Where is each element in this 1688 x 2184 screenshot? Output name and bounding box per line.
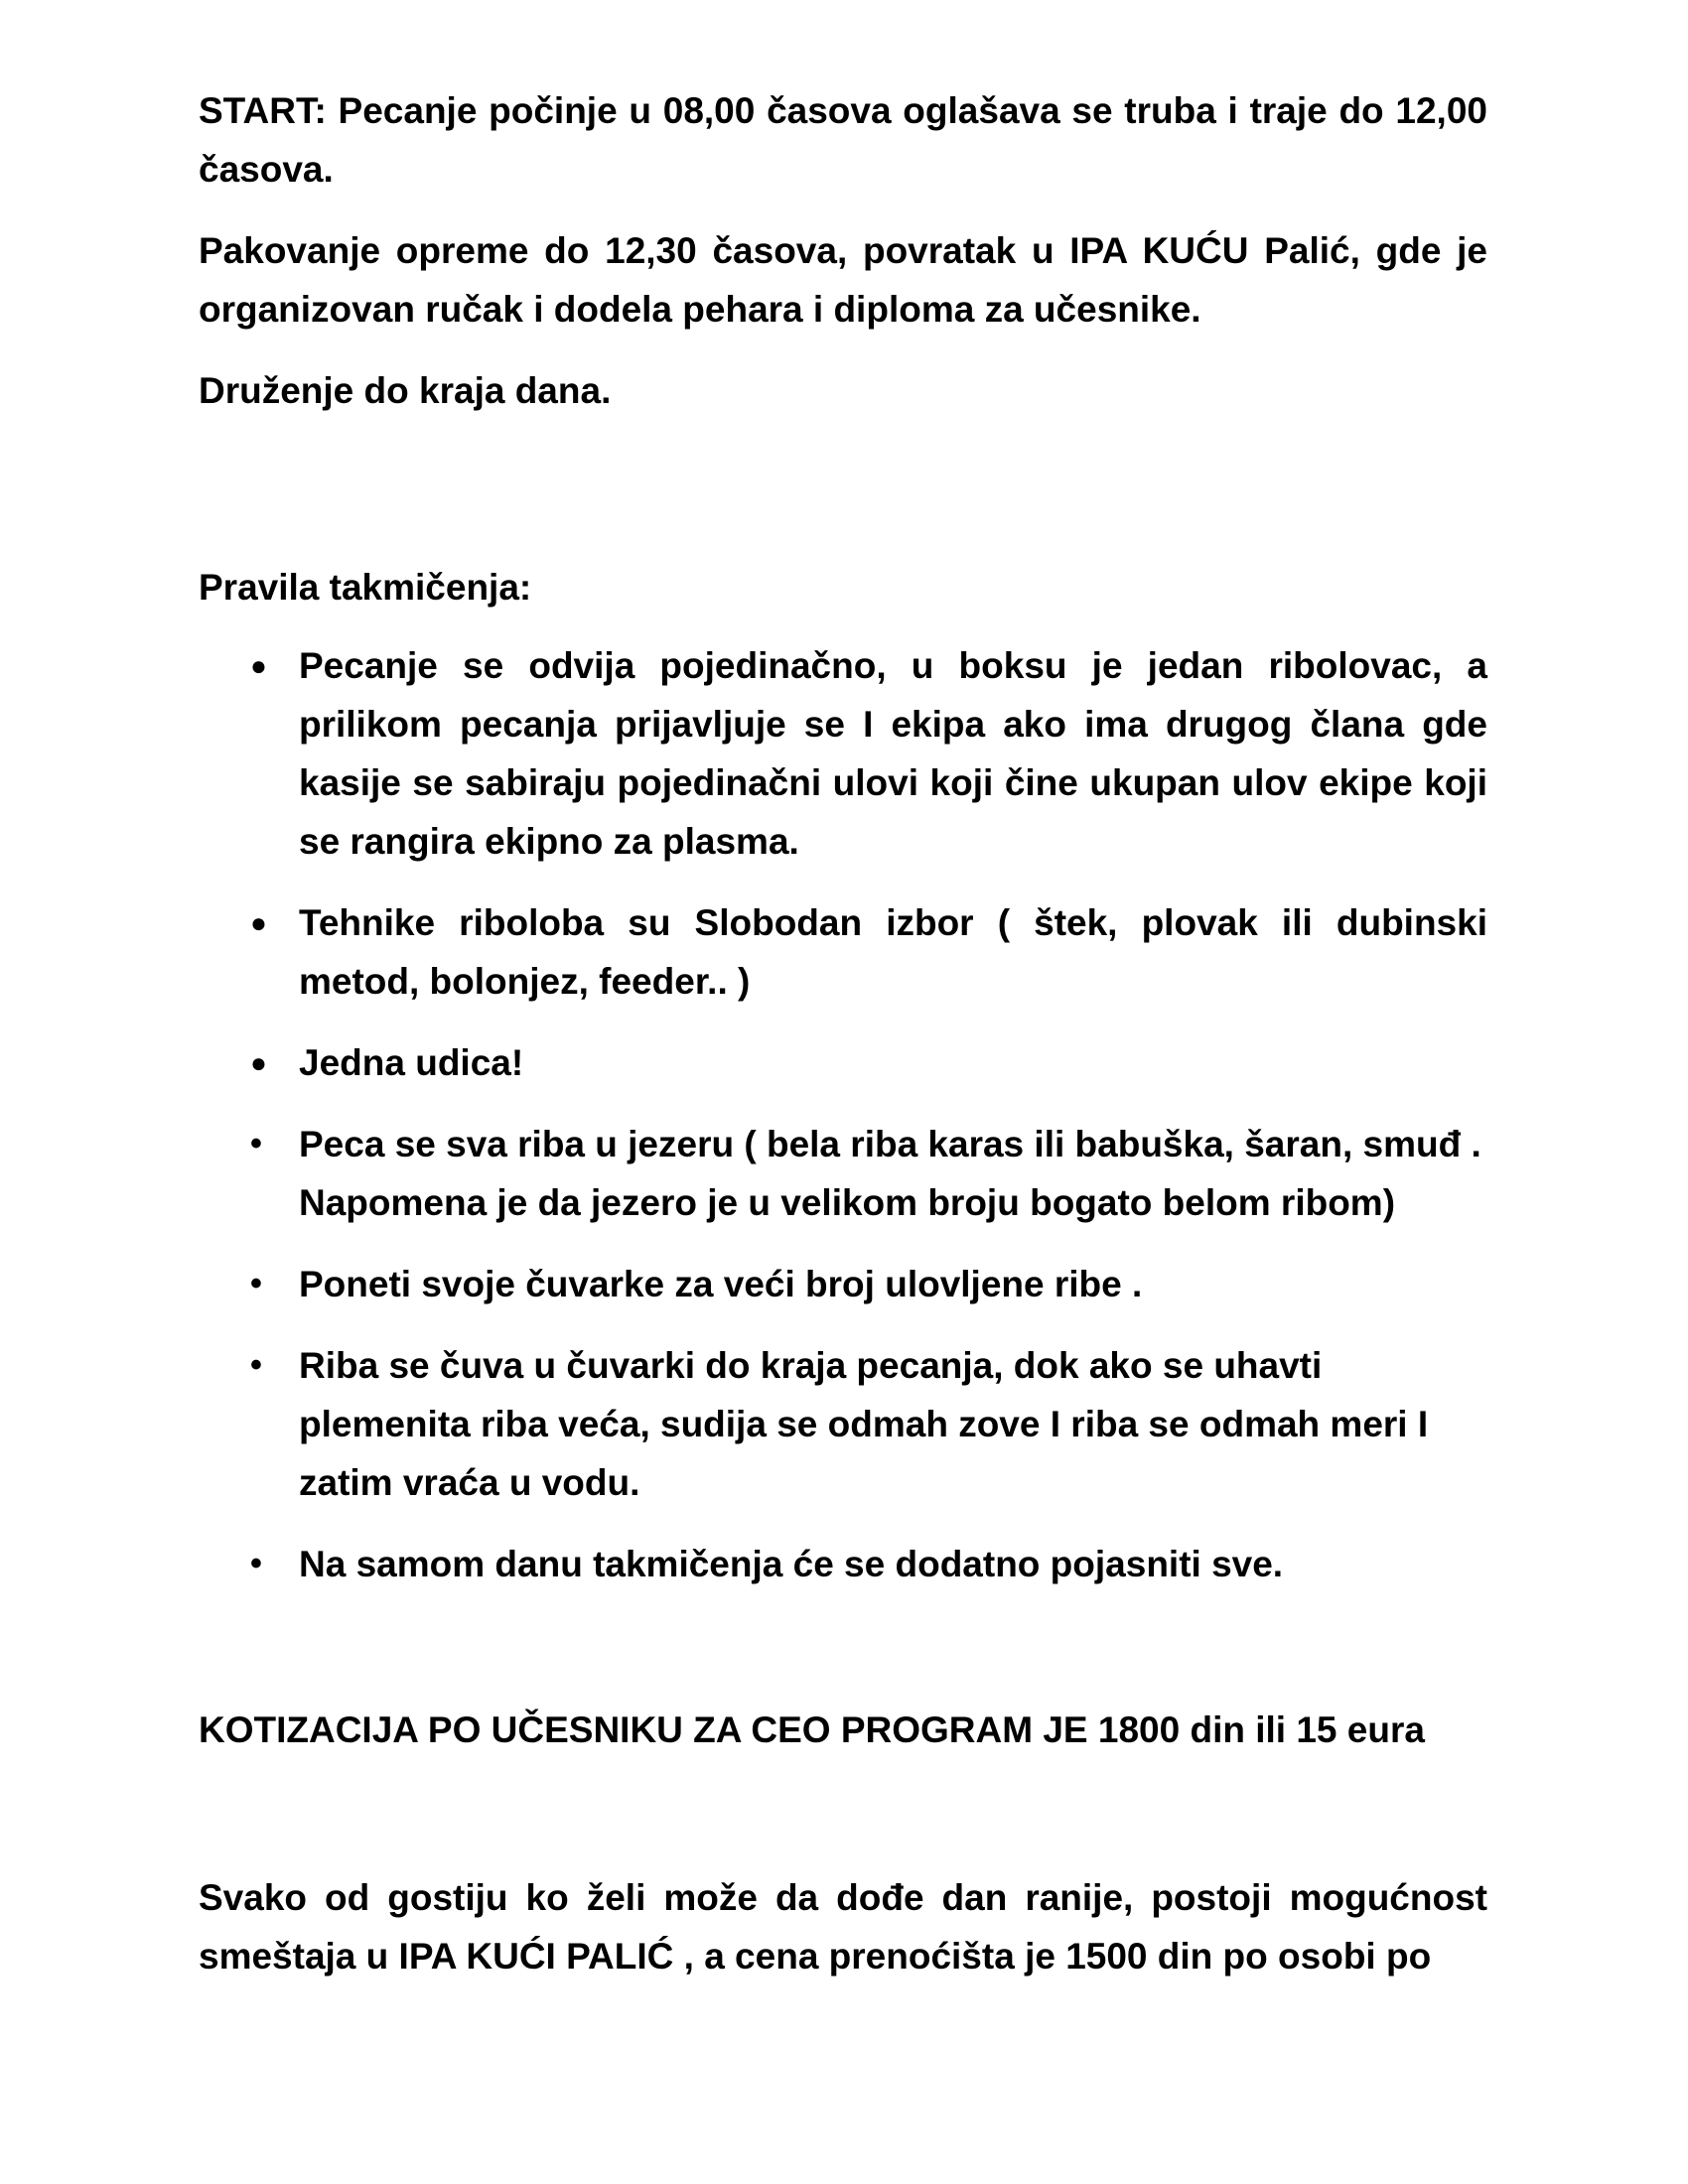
bullet-icon: ● (250, 907, 267, 938)
fee-line: KOTIZACIJA PO UČESNIKU ZA CEO PROGRAM JE 1800 din ili 15 eura (199, 1709, 1425, 1750)
rule-text: Pecanje se odvija pojedinačno, u boksu je jedan ribolovac, a prilikom pecanja prijavljuje se I ekipa ako ima drugog člana gde kasije se sabiraju pojedinačni ulovi koji čine ukupan ulov ekipe koji se rangira ekipno za plasma. (299, 645, 1487, 862)
rule-text: Na samom danu takmičenja će se dodatno pojasniti sve. (299, 1544, 1284, 1584)
bullet-icon: ● (250, 650, 267, 681)
rule-item (199, 1033, 1487, 1092)
rules-heading: Pravila takmičenja: (199, 567, 532, 608)
social-paragraph: Druženje do kraja dana. (199, 370, 612, 411)
rule-item (199, 636, 1487, 871)
rule-item (199, 1115, 1487, 1232)
start-paragraph: START: Pecanje počinje u 08,00 časova oglašava se truba i traje do 12,00 časova. (199, 90, 1487, 190)
bullet-icon: • (250, 1346, 262, 1384)
accommodation-paragraph: Svako od gostiju ko želi može da dođe dan ranije, postoji mogućnost smeštaja u IPA KUĆI PALIĆ , a cena prenoćišta je 1500 din po osobi po (199, 1877, 1487, 1977)
rule-item (199, 1255, 1487, 1313)
rule-item (199, 893, 1487, 1011)
bullet-icon: • (250, 1265, 262, 1302)
rule-text: Riba se čuva u čuvarki do kraja pecanja, dok ako se uhavti plemenita riba veća, sudija se odmah zove I riba se odmah meri I zatim vraća u vodu. (299, 1345, 1429, 1503)
rule-text: Jedna udica! (299, 1042, 524, 1083)
bullet-icon: • (250, 1545, 262, 1582)
rule-text: Peca se sva riba u jezeru ( bela riba karas ili babuška, šaran, smuđ . Napomena je da jezero je u velikom broju bogato belom ribom) (299, 1124, 1481, 1223)
rule-item (199, 1336, 1487, 1512)
rule-text: Poneti svoje čuvarke za veći broj ulovljene ribe . (299, 1264, 1143, 1304)
bullet-icon: • (250, 1125, 262, 1162)
rule-text: Tehnike riboloba su Slobodan izbor ( štek, plovak ili dubinski metod, bolonjez, feeder.. ) (299, 902, 1487, 1002)
document-page (199, 81, 1487, 1985)
rule-item (199, 1535, 1487, 1593)
packing-paragraph: Pakovanje opreme do 12,30 časova, povratak u IPA KUĆU Palić, gde je organizovan ručak i dodela pehara i diploma za učesnike. (199, 230, 1487, 330)
rules-list (199, 636, 1487, 1593)
bullet-icon: ● (250, 1047, 267, 1078)
